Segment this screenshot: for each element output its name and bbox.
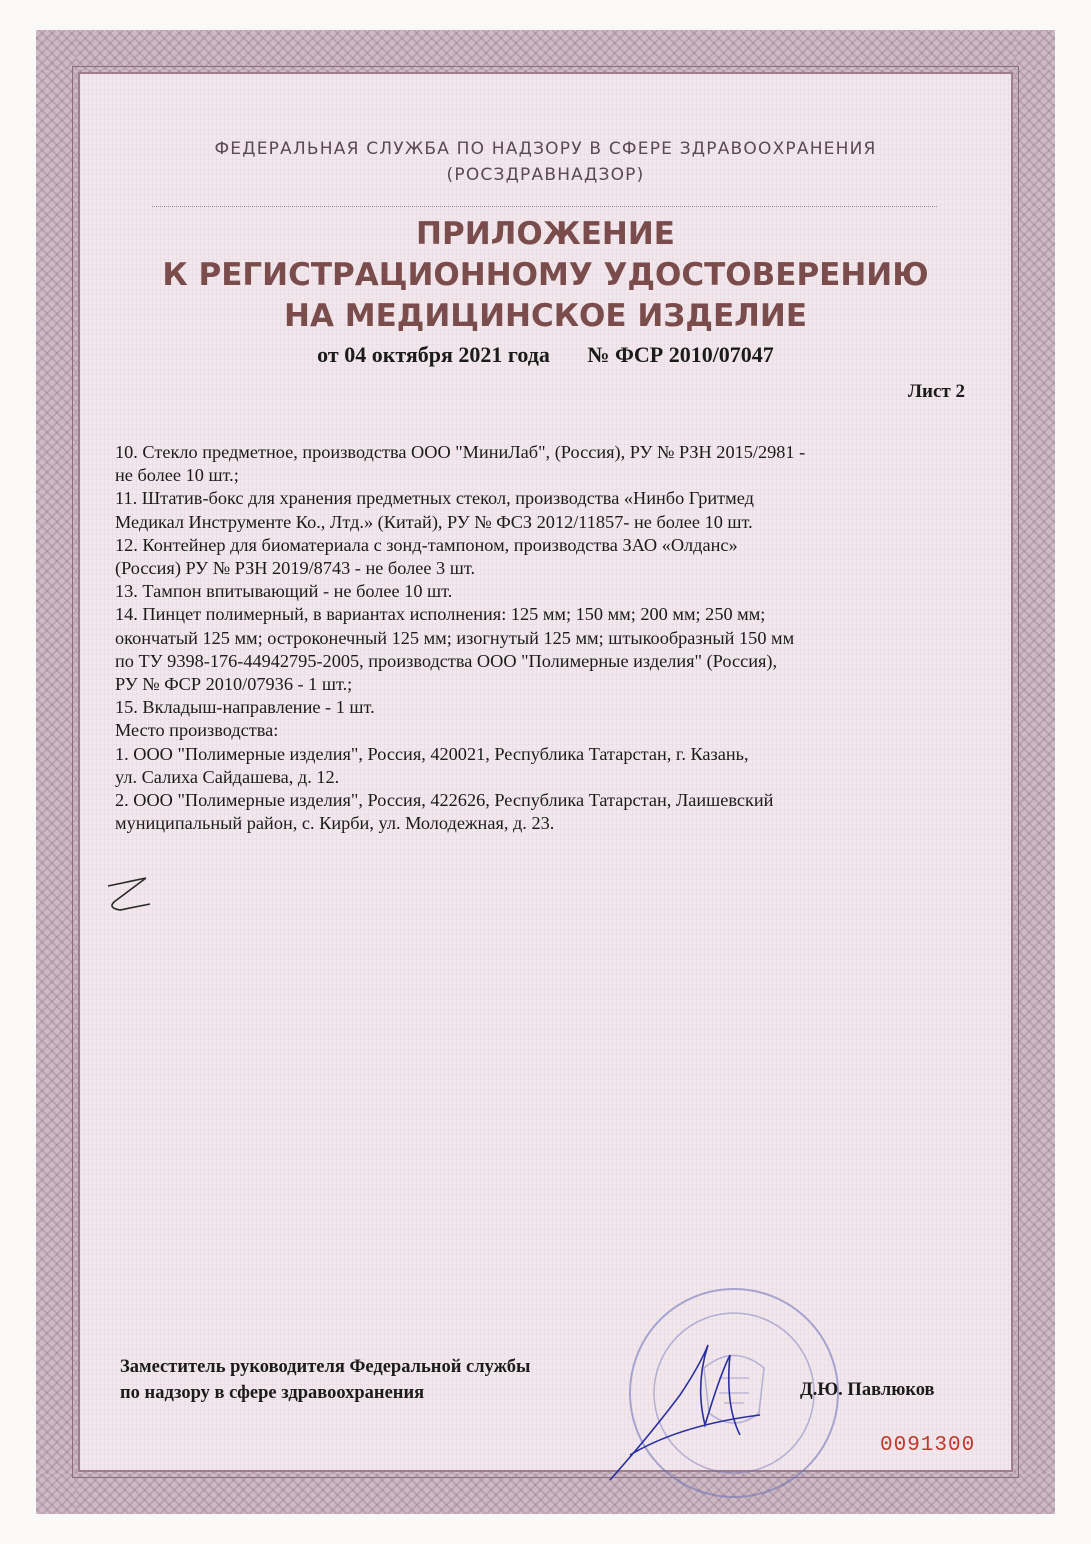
body-line: 10. Стекло предметное, производства ООО "МиниЛаб", (Россия), РУ № РЗН 2015/2981 -	[115, 442, 806, 462]
agency-header	[0, 136, 1091, 188]
document-meta	[0, 342, 1091, 368]
document-title	[0, 214, 1091, 337]
document-number: № ФСР 2010/07047	[587, 342, 774, 367]
body-line: окончатый 125 мм; остроконечный 125 мм; изогнутый 125 мм; штыкообразный 150 мм	[115, 627, 795, 648]
body-line: ул. Салиха Сайдашева, д. 12.	[115, 766, 340, 787]
title-line-3: НА МЕДИЦИНСКОЕ ИЗДЕЛИЕ	[284, 298, 807, 334]
title-line-2: К РЕГИСТРАЦИОННОМУ УДОСТОВЕРЕНИЮ	[162, 257, 929, 293]
body-line: по ТУ 9398-176-44942795-2005, производства ООО "Полимерные изделия" (Россия),	[115, 650, 778, 671]
sheet-number: Лист 2	[907, 381, 965, 402]
signer-name: Д.Ю. Павлюков	[800, 1380, 935, 1400]
agency-abbreviation: (РОСЗДРАВНАДЗОР)	[446, 165, 645, 185]
body-line: Медикал Инструменте Ко., Лтд.» (Китай), РУ № ФСЗ 2012/11857- не более 10 шт.	[115, 511, 753, 532]
body-line: РУ № ФСР 2010/07936 - 1 шт.;	[115, 674, 353, 695]
signer-title	[120, 1354, 530, 1406]
signer-title-line-1: Заместитель руководителя Федеральной службы	[120, 1357, 531, 1377]
body-line: 15. Вкладыш-направление - 1 шт.	[115, 697, 375, 718]
serial-number: 0091300	[880, 1434, 976, 1457]
signature	[590, 1315, 770, 1495]
document-date: от 04 октября 2021 года	[317, 342, 550, 367]
header-divider	[152, 206, 937, 207]
body-line: не более 10 шт.;	[115, 465, 239, 486]
body-line: (Россия) РУ № РЗН 2019/8743 - не более 3 шт.	[115, 558, 476, 579]
body-line: 13. Тампон впитывающий - не более 10 шт.	[115, 581, 453, 602]
handwritten-mark	[100, 872, 160, 922]
body-line: 2. ООО "Полимерные изделия", Россия, 422626, Республика Татарстан, Лаишевский	[115, 790, 774, 811]
body-line: 11. Штатив-бокс для хранения предметных стекол, производства «Нинбо Гритмед	[115, 488, 754, 509]
agency-name: ФЕДЕРАЛЬНАЯ СЛУЖБА ПО НАДЗОРУ В СФЕРЕ ЗДРАВООХРАНЕНИЯ	[214, 139, 877, 159]
body-line: муниципальный район, с. Кирби, ул. Молодежная, д. 23.	[115, 813, 555, 834]
body-line: Место производства:	[115, 720, 279, 741]
signer-title-line-2: по надзору в сфере здравоохранения	[120, 1383, 425, 1403]
document-body	[115, 441, 965, 835]
body-line: 14. Пинцет полимерный, в вариантах исполнения: 125 мм; 150 мм; 200 мм; 250 мм;	[115, 604, 766, 625]
body-line: 1. ООО "Полимерные изделия", Россия, 420021, Республика Татарстан, г. Казань,	[115, 743, 749, 764]
title-line-1: ПРИЛОЖЕНИЕ	[416, 216, 675, 252]
body-line: 12. Контейнер для биоматериала с зонд-тампоном, производства ЗАО «Олданс»	[115, 534, 738, 555]
